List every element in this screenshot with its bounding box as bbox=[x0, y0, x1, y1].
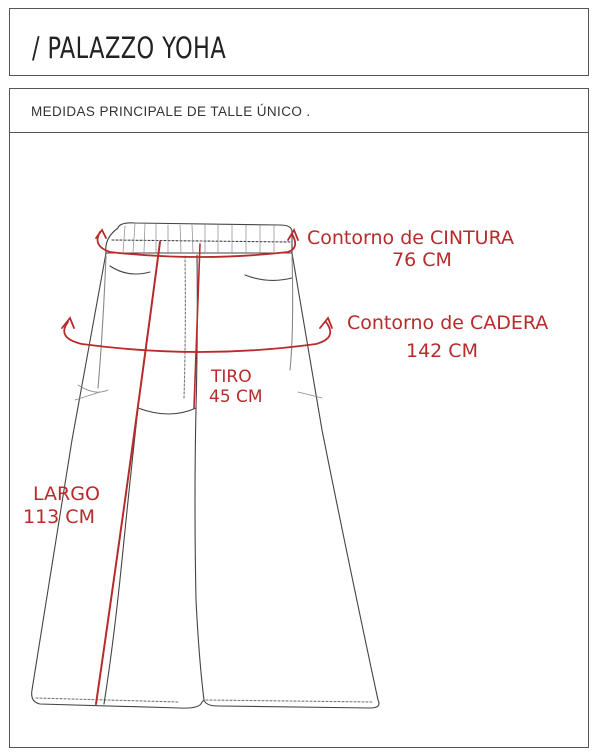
crotch bbox=[138, 408, 196, 414]
length-label: LARGO bbox=[33, 483, 100, 505]
hip-value: 142 CM bbox=[406, 340, 478, 362]
length-measure-line bbox=[96, 242, 160, 704]
waist-arrow-left bbox=[96, 230, 106, 238]
page-title: / PALAZZO YOHA bbox=[32, 31, 227, 65]
hip-label: Contorno de CADERA bbox=[347, 312, 549, 334]
subtitle: MEDIDAS PRINCIPALE DE TALLE ÚNICO . bbox=[31, 104, 311, 119]
right-inseam bbox=[195, 408, 204, 700]
left-inseam bbox=[104, 408, 138, 704]
waist-label: Contorno de CINTURA bbox=[307, 227, 515, 249]
waist-value: 76 CM bbox=[392, 249, 452, 271]
pants-outline bbox=[32, 223, 379, 708]
rise-value: 45 CM bbox=[209, 387, 263, 407]
measure-labels bbox=[23, 227, 548, 528]
rise-label: TIRO bbox=[211, 367, 252, 387]
length-value: 113 CM bbox=[23, 506, 95, 528]
